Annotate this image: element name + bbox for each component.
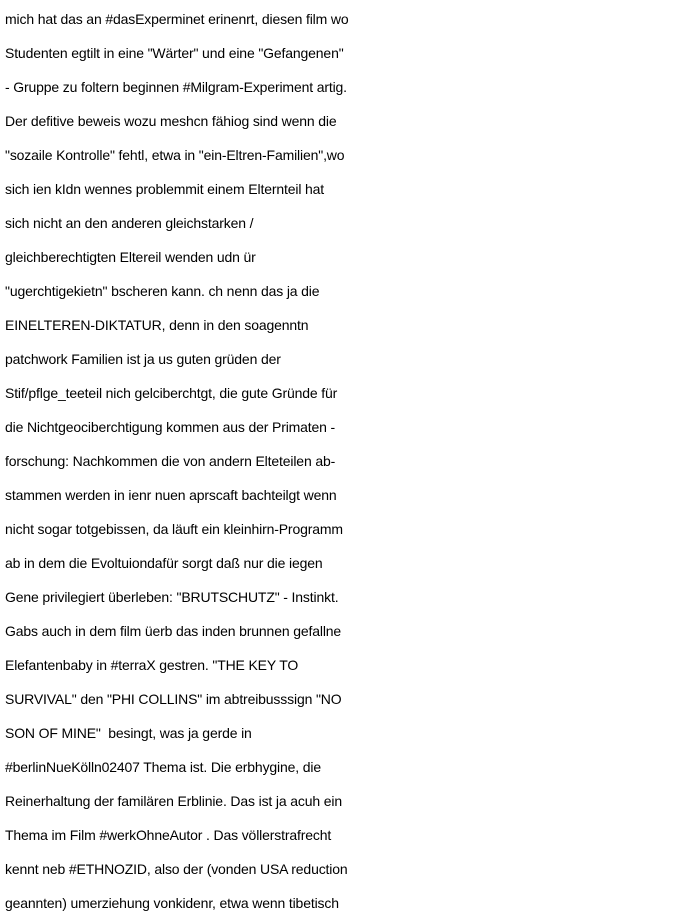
text-line: ab in dem die Evoltuiondafür sorgt daß nur die iegen <box>5 555 323 571</box>
text-line: Der defitive beweis wozu meshcn fähiog sind wenn die <box>5 113 337 129</box>
text-line: SURVIVAL" den "PHI COLLINS" im abtreibusssign "NO <box>5 691 342 707</box>
text-line: kennt neb #ETHNOZID, also der (vonden USA reduction <box>5 861 348 877</box>
text-line: stammen werden in ienr nuen aprscaft bachteilgt wenn <box>5 487 337 503</box>
text-line: Studenten egtilt in eine "Wärter" und eine "Gefangenen" <box>5 45 344 61</box>
text-line: sich nicht an den anderen gleichstarken / <box>5 215 254 231</box>
text-line: Gene privilegiert überleben: "BRUTSCHUTZ" - Instinkt. <box>5 589 339 605</box>
text-line: SON OF MINE" besingt, was ja gerde in <box>5 725 252 741</box>
text-line: die Nichtgeociberchtigung kommen aus der Primaten - <box>5 419 336 435</box>
text-line: EINELTEREN-DIKTATUR, denn in den soagenntn <box>5 317 309 333</box>
text-line: sich ien kIdn wennes problemmit einem Elternteil hat <box>5 181 325 197</box>
text-line: - Gruppe zu foltern beginnen #Milgram-Experiment artig. <box>5 79 347 95</box>
document-text <box>5 0 684 920</box>
text-line: forschung: Nachkommen die von andern Elteteilen ab- <box>5 453 336 469</box>
text-line: patchwork Familien ist ja us guten grüden der <box>5 351 281 367</box>
text-line: nicht sogar totgebissen, da läuft ein kleinhirn-Programm <box>5 521 343 537</box>
text-line: Stif/pflge_teeteil nich gelciberchtgt, die gute Gründe für <box>5 385 338 401</box>
text-line: geannten) umerziehung vonkidenr, etwa wenn tibetisch <box>5 895 339 911</box>
text-line: "sozaile Kontrolle" fehtl, etwa in "ein-Eltren-Familien",wo <box>5 147 345 163</box>
text-line: Gabs auch in dem film üerb das inden brunnen gefallne <box>5 623 342 639</box>
text-line: Reinerhaltung der familären Erblinie. Das ist ja acuh ein <box>5 793 342 809</box>
text-line: mich hat das an #dasExperminet erinenrt, diesen film wo <box>5 11 349 27</box>
text-line: Thema im Film #werkOhneAutor . Das völlerstrafrecht <box>5 827 332 843</box>
text-line: Elefantenbaby in #terraX gestren. "THE KEY TO <box>5 657 299 673</box>
text-line: "ugerchtigekietn" bscheren kann. ch nenn das ja die <box>5 283 320 299</box>
text-line: gleichberechtigten Eltereil wenden udn ür <box>5 249 256 265</box>
text-line: #berlinNueKölln02407 Thema ist. Die erbhygine, die <box>5 759 321 775</box>
